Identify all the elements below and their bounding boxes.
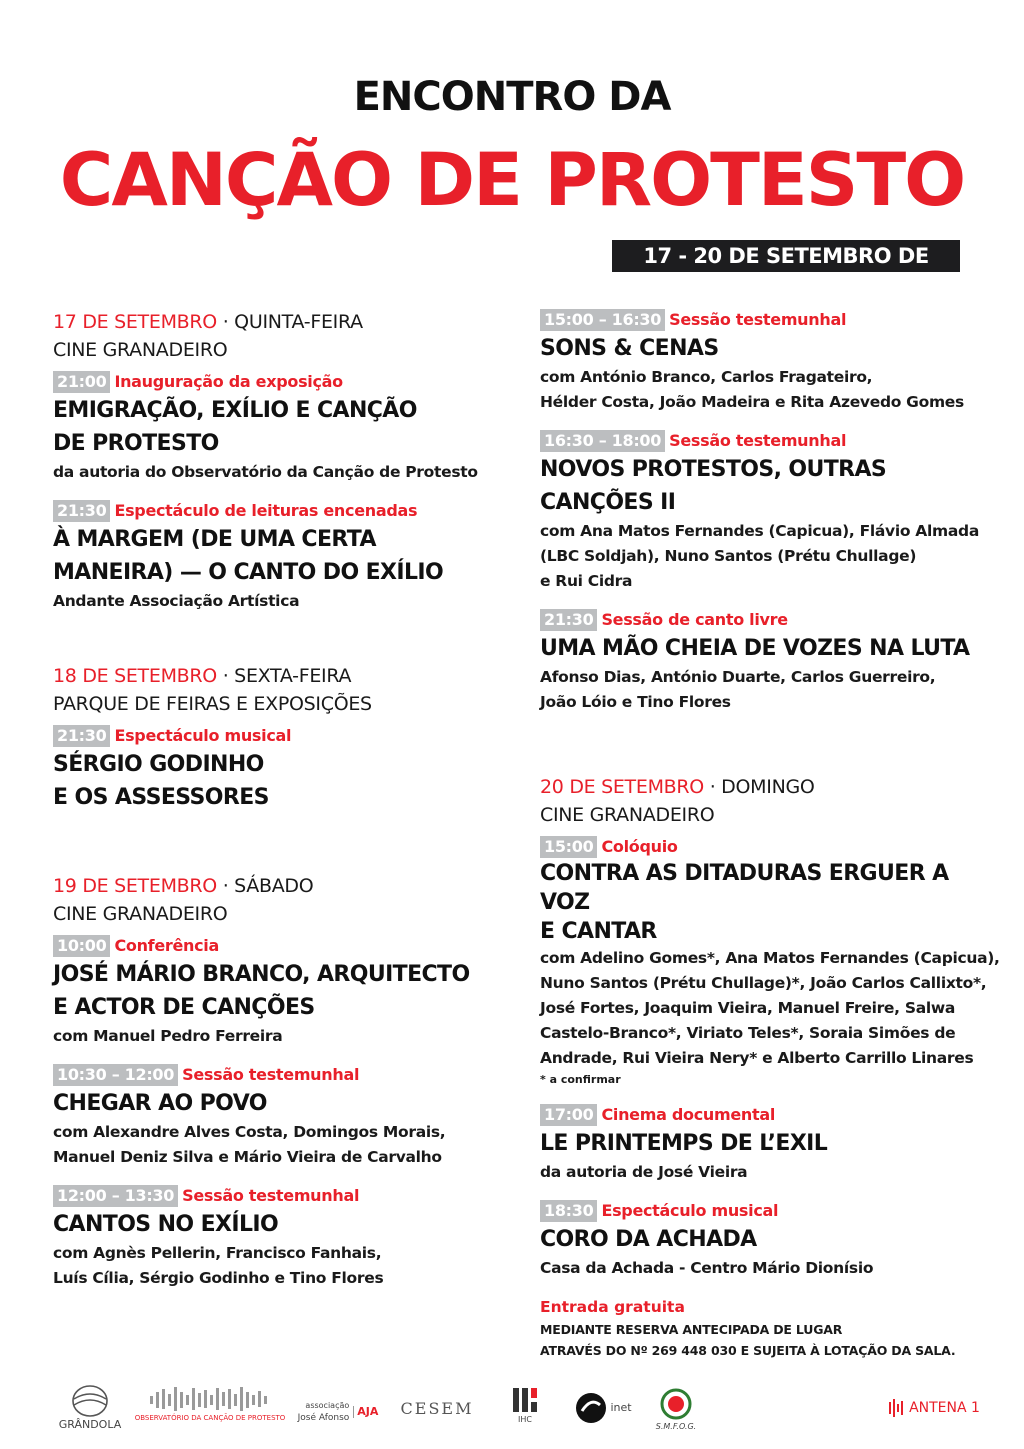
right-column xyxy=(540,308,1000,1361)
event xyxy=(53,370,523,485)
event-desc: com Adelino Gomes*, Ana Matos Fernandes (Capicua), Nuno Santos (Prétu Chullage)*, João Carlos Callixto*, José Fortes, Joaquim Vieira, Manuel Freire, Salwa Castelo-Branco*, Viriato Teles*, Soraia Simões de Andrade, Rui Vieira Nery* e Alberto Carrillo Linares xyxy=(540,949,1000,1067)
time-tag: 10:30 – 12:00 xyxy=(53,1064,178,1086)
event-title: CHEGAR AO POVO xyxy=(53,1091,267,1116)
entry-info xyxy=(540,1295,1000,1361)
event-desc: com Alexandre Alves Costa, Domingos Morais, Manuel Deniz Silva e Mário Vieira de Carvalho xyxy=(53,1123,446,1166)
event-title: LE PRINTEMPS DE L’EXIL xyxy=(540,1131,828,1156)
event-kind: Espectáculo musical xyxy=(114,726,292,745)
time-tag: 18:30 xyxy=(540,1200,597,1222)
ihc-label: IHC xyxy=(518,1415,532,1424)
smfog-emblem-icon xyxy=(659,1387,693,1421)
inet-label: inet xyxy=(610,1401,632,1414)
day-weekday: · SÁBADO xyxy=(222,875,314,897)
associacao-label: José Afonso xyxy=(297,1413,350,1423)
aja-label: AJA xyxy=(353,1406,378,1418)
event xyxy=(53,499,523,614)
event-title: CORO DA ACHADA xyxy=(540,1227,757,1252)
smfog-label: S.M.F.O.G. xyxy=(655,1422,697,1431)
venue: CINE GRANADEIRO xyxy=(53,903,228,925)
event-title: CANTOS NO EXÍLIO xyxy=(53,1212,279,1237)
cesem-logo xyxy=(400,1394,474,1424)
antena-label: ANTENA 1 xyxy=(909,1400,980,1416)
time-tag: 21:30 xyxy=(53,725,110,747)
event-kind: Conferência xyxy=(114,936,219,955)
event-title: UMA MÃO CHEIA DE VOZES NA LUTA xyxy=(540,636,970,661)
day-heading xyxy=(53,872,523,900)
event-desc: da autoria de José Vieira xyxy=(540,1163,748,1181)
venue: CINE GRANADEIRO xyxy=(540,804,715,826)
event-desc: com Manuel Pedro Ferreira xyxy=(53,1027,283,1045)
entry-line: ATRAVÉS DO Nº 269 448 030 E SUJEITA À LOTAÇÃO DA SALA. xyxy=(540,1343,956,1358)
day-weekday: · SEXTA-FEIRA xyxy=(222,665,352,687)
event-kind: Espectáculo de leituras encenadas xyxy=(114,501,418,520)
event xyxy=(540,308,1000,415)
day-heading xyxy=(53,308,523,336)
time-tag: 21:30 xyxy=(540,609,597,631)
ihc-emblem-icon xyxy=(511,1386,539,1414)
event xyxy=(540,608,1000,715)
event-title: NOVOS PROTESTOS, OUTRAS CANÇÕES II xyxy=(540,457,887,515)
inet-logo xyxy=(570,1388,636,1428)
event xyxy=(53,724,523,814)
time-tag: 10:00 xyxy=(53,935,110,957)
observatorio-logo xyxy=(134,1380,286,1430)
observatorio-label: OBSERVATÓRIO DA CANÇÃO DE PROTESTO xyxy=(134,1414,286,1422)
event-desc: Andante Associação Artística xyxy=(53,592,300,610)
event-kind: Inauguração da exposição xyxy=(114,372,343,391)
day-date: 17 DE SETEMBRO xyxy=(53,311,217,333)
time-tag: 21:00 xyxy=(53,371,110,393)
event-title: À MARGEM (DE UMA CERTA MANEIRA) — O CANTO DO EXÍLIO xyxy=(53,527,444,585)
date-banner: 17 - 20 DE SETEMBRO DE 2020 xyxy=(612,240,960,272)
time-tag: 15:00 – 16:30 xyxy=(540,309,665,331)
event-kind: Sessão testemunhal xyxy=(669,310,847,329)
event xyxy=(540,429,1000,594)
page-title: CANÇÃO DE PROTESTO xyxy=(59,138,965,223)
smfog-logo xyxy=(648,1382,704,1438)
event-title: CONTRA AS DITADURAS ERGUER A VOZ E CANTAR xyxy=(540,861,949,944)
event xyxy=(53,1063,523,1170)
event-desc: com Ana Matos Fernandes (Capicua), Flávio Almada (LBC Soldjah), Nuno Santos (Prétu Chullage) e Rui Cidra xyxy=(540,522,979,590)
event-kind: Colóquio xyxy=(601,837,678,856)
event xyxy=(540,1199,1000,1281)
event-title: SÉRGIO GODINHO E OS ASSESSORES xyxy=(53,752,269,810)
event-note: * a confirmar xyxy=(540,1073,621,1086)
day-date: 18 DE SETEMBRO xyxy=(53,665,217,687)
day-weekday: · QUINTA-FEIRA xyxy=(222,311,363,333)
event-desc: com Agnès Pellerin, Francisco Fanhais, Luís Cília, Sérgio Godinho e Tino Flores xyxy=(53,1244,384,1287)
venue: PARQUE DE FEIRAS E EXPOSIÇÕES xyxy=(53,693,372,715)
event-kind: Espectáculo musical xyxy=(601,1201,779,1220)
associacao-logo xyxy=(298,1392,378,1432)
event xyxy=(540,1103,1000,1185)
event-kind: Sessão testemunhal xyxy=(182,1186,360,1205)
event-kind: Sessão testemunhal xyxy=(669,431,847,450)
event-desc: Afonso Dias, António Duarte, Carlos Guerreiro, João Lóio e Tino Flores xyxy=(540,668,936,711)
event-desc: Casa da Achada - Centro Mário Dionísio xyxy=(540,1259,874,1277)
time-tag: 12:00 – 13:30 xyxy=(53,1185,178,1207)
event-desc: com António Branco, Carlos Fragateiro, Hélder Costa, João Madeira e Rita Azevedo Gomes xyxy=(540,368,964,411)
event xyxy=(53,934,523,1049)
day-date: 20 DE SETEMBRO xyxy=(540,776,704,798)
event-kind: Sessão de canto livre xyxy=(601,610,788,629)
time-tag: 17:00 xyxy=(540,1104,597,1126)
inet-emblem-icon xyxy=(574,1391,608,1425)
left-column xyxy=(53,308,523,1305)
event-kind: Sessão testemunhal xyxy=(182,1065,360,1084)
time-tag: 16:30 – 18:00 xyxy=(540,430,665,452)
event-kind: Cinema documental xyxy=(601,1105,776,1124)
day-heading xyxy=(540,773,1000,801)
associacao-small-label: associação xyxy=(305,1401,350,1410)
entry-label: Entrada gratuita xyxy=(540,1298,685,1316)
event-desc: da autoria do Observatório da Canção de Protesto xyxy=(53,463,478,481)
antena-logo xyxy=(884,1396,984,1420)
event xyxy=(540,835,1000,1089)
event-title: EMIGRAÇÃO, EXÍLIO E CANÇÃO DE PROTESTO xyxy=(53,398,417,456)
event-title: SONS & CENAS xyxy=(540,336,719,361)
grandola-label: GRÂNDOLA xyxy=(58,1418,122,1431)
entry-line: MEDIANTE RESERVA ANTECIPADA DE LUGAR xyxy=(540,1322,843,1337)
grandola-emblem-icon xyxy=(70,1383,110,1419)
time-tag: 15:00 xyxy=(540,836,597,858)
ihc-logo xyxy=(502,1380,548,1432)
day-date: 19 DE SETEMBRO xyxy=(53,875,217,897)
event xyxy=(53,1184,523,1291)
antena-bars-icon xyxy=(888,1398,906,1418)
day-heading xyxy=(53,662,523,690)
header-top-line: ENCONTRO DA xyxy=(353,74,671,120)
venue: CINE GRANADEIRO xyxy=(53,339,228,361)
time-tag: 21:30 xyxy=(53,500,110,522)
grandola-logo xyxy=(55,1376,125,1438)
cesem-label: CESEM xyxy=(400,1399,474,1418)
sponsor-logos xyxy=(0,1376,1024,1446)
soundwave-icon xyxy=(148,1386,272,1412)
day-weekday: · DOMINGO xyxy=(709,776,815,798)
event-title: JOSÉ MÁRIO BRANCO, ARQUITECTO E ACTOR DE CANÇÕES xyxy=(53,962,470,1020)
